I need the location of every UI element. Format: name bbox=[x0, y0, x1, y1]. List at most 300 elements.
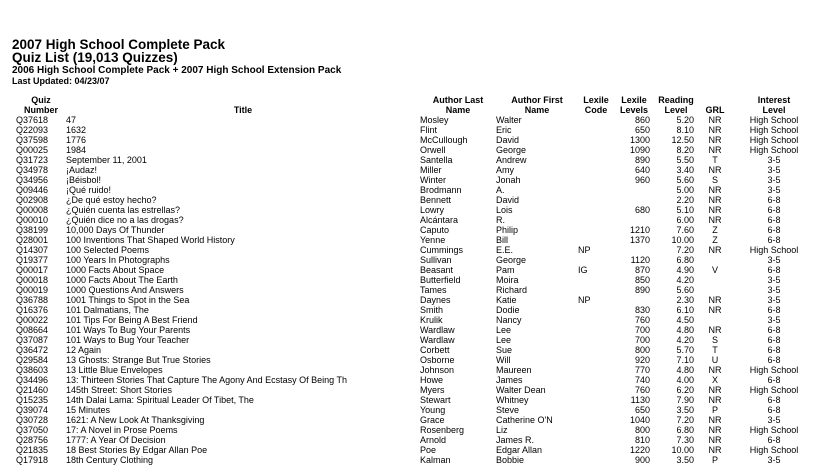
cell-lexile-level: 700 bbox=[634, 325, 650, 335]
cell-quiz-number: Q22093 bbox=[16, 125, 49, 135]
cell-reading-level: 4.20 bbox=[676, 335, 694, 345]
cell-author-first: George bbox=[496, 145, 527, 155]
cell-author-first: Andrew bbox=[496, 155, 527, 165]
cell-author-last: Brodmann bbox=[420, 185, 462, 195]
cell-interest-level: High School bbox=[749, 115, 799, 125]
cell-grl: P bbox=[711, 455, 718, 465]
cell-author-first: Bobbie bbox=[496, 455, 525, 465]
cell-grl: NR bbox=[708, 165, 722, 175]
cell-grl: NR bbox=[708, 295, 722, 305]
cell-title: 14th Dalai Lama: Spiritual Leader Of Tibet, The bbox=[66, 395, 254, 405]
cell-author-last: Tames bbox=[420, 285, 447, 295]
cell-grl: NR bbox=[708, 325, 722, 335]
cell-grl: NR bbox=[708, 125, 722, 135]
table-row bbox=[16, 155, 816, 165]
cell-title: 17: A Novel in Prose Poems bbox=[66, 425, 178, 435]
cell-quiz-number: Q00017 bbox=[16, 265, 49, 275]
cell-title: 1000 Facts About Space bbox=[66, 265, 165, 275]
cell-grl: T bbox=[712, 345, 718, 355]
cell-quiz-number: Q16376 bbox=[16, 305, 49, 315]
cell-grl: NR bbox=[708, 215, 722, 225]
cell-reading-level: 4.20 bbox=[676, 275, 694, 285]
cell-grl bbox=[698, 255, 732, 265]
cell-grl: NR bbox=[708, 435, 722, 445]
cell-title: 101 Dalmatians, The bbox=[66, 305, 149, 315]
cell-reading-level: 12.50 bbox=[671, 135, 694, 145]
cell-author-first: Lee bbox=[496, 325, 512, 335]
cell-lexile-level: 640 bbox=[634, 165, 650, 175]
cell-reading-level: 6.20 bbox=[676, 385, 694, 395]
cell-lexile-level: 900 bbox=[634, 455, 650, 465]
cell-lexile-level: 1220 bbox=[629, 445, 650, 455]
cell-author-first: James R. bbox=[496, 435, 535, 445]
cell-author-first: Amy bbox=[496, 165, 514, 175]
cell-lexile-level: 1370 bbox=[629, 235, 650, 245]
cell-lexile-level bbox=[614, 215, 654, 225]
cell-grl: NR bbox=[708, 425, 722, 435]
table-row bbox=[16, 455, 816, 465]
cell-lexile-level: 1210 bbox=[629, 225, 650, 235]
cell-title: ¿Quién cuenta las estrellas? bbox=[66, 205, 181, 215]
cell-reading-level: 5.00 bbox=[676, 185, 694, 195]
table-row bbox=[16, 355, 816, 365]
cell-lexile-level bbox=[614, 195, 654, 205]
cell-quiz-number: Q38199 bbox=[16, 225, 49, 235]
cell-grl: NR bbox=[708, 395, 722, 405]
cell-title: September 11, 2001 bbox=[66, 155, 147, 165]
cell-lexile-code bbox=[578, 205, 614, 215]
cell-quiz-number: Q37050 bbox=[16, 425, 49, 435]
cell-lexile-code bbox=[578, 195, 614, 205]
cell-title: 101 Ways To Bug Your Parents bbox=[66, 325, 191, 335]
cell-lexile-level: 1120 bbox=[630, 255, 650, 265]
table-row bbox=[16, 165, 816, 175]
cell-lexile-code bbox=[578, 385, 614, 395]
cell-lexile-level: 700 bbox=[634, 335, 650, 345]
cell-lexile-code bbox=[578, 445, 614, 455]
cell-lexile-code bbox=[578, 415, 614, 425]
cell-reading-level: 4.80 bbox=[676, 365, 694, 375]
cell-lexile-level: 810 bbox=[634, 435, 650, 445]
cell-grl: T bbox=[712, 155, 718, 165]
table-row bbox=[16, 185, 816, 195]
cell-author-last: Osborne bbox=[420, 355, 455, 365]
cell-reading-level: 8.20 bbox=[676, 145, 694, 155]
cell-reading-level: 5.10 bbox=[676, 205, 694, 215]
cell-lexile-code bbox=[578, 115, 614, 125]
cell-author-first: Pam bbox=[496, 265, 515, 275]
cell-lexile-level: 770 bbox=[634, 365, 650, 375]
cell-grl: NR bbox=[708, 365, 722, 375]
cell-author-first: David bbox=[496, 135, 520, 145]
report-subtitle: Quiz List (19,013 Quizzes) bbox=[12, 50, 178, 65]
cell-title: 13 Little Blue Envelopes bbox=[66, 365, 163, 375]
cell-lexile-code bbox=[578, 125, 614, 135]
cell-author-last: Grace bbox=[420, 415, 445, 425]
cell-lexile-level: 1040 bbox=[629, 415, 650, 425]
cell-lexile-code bbox=[578, 155, 614, 165]
cell-author-last: Caputo bbox=[420, 225, 450, 235]
cell-author-last: Smith bbox=[420, 305, 444, 315]
cell-title: 100 Selected Poems bbox=[66, 245, 150, 255]
cell-grl: NR bbox=[708, 115, 722, 125]
cell-interest-level: 6-8 bbox=[767, 215, 781, 225]
cell-reading-level: 7.20 bbox=[676, 245, 694, 255]
cell-lexile-code bbox=[578, 145, 614, 155]
cell-reading-level: 7.20 bbox=[676, 415, 694, 425]
cell-lexile-code bbox=[578, 255, 614, 265]
table-row bbox=[16, 395, 816, 405]
cell-interest-level: 6-8 bbox=[767, 225, 781, 235]
cell-reading-level: 6.80 bbox=[676, 425, 694, 435]
cell-interest-level: High School bbox=[749, 145, 799, 155]
cell-author-first: Edgar Allan bbox=[496, 445, 543, 455]
cell-interest-level: 6-8 bbox=[767, 325, 781, 335]
cell-quiz-number: Q36788 bbox=[16, 295, 49, 305]
cell-author-first: Katie bbox=[496, 295, 517, 305]
cell-reading-level: 5.60 bbox=[676, 285, 694, 295]
cell-quiz-number: Q37598 bbox=[16, 135, 49, 145]
cell-author-last: Wardlaw bbox=[420, 325, 455, 335]
cell-author-first: Bill bbox=[496, 235, 509, 245]
cell-quiz-number: Q00025 bbox=[16, 145, 49, 155]
cell-author-last: Alcántara bbox=[420, 215, 459, 225]
cell-lexile-code: NP bbox=[578, 295, 591, 305]
cell-interest-level: High School bbox=[749, 425, 799, 435]
cell-interest-level: 6-8 bbox=[767, 435, 781, 445]
col-grl: GRL bbox=[705, 104, 725, 115]
cell-grl: X bbox=[711, 375, 718, 385]
cell-interest-level: 6-8 bbox=[767, 265, 781, 275]
table-row bbox=[16, 255, 816, 265]
cell-quiz-number: Q17918 bbox=[16, 455, 49, 465]
cell-lexile-code bbox=[578, 375, 614, 385]
cell-interest-level: High School bbox=[749, 245, 799, 255]
cell-author-last: Howe bbox=[420, 375, 444, 385]
cell-author-last: Johnson bbox=[420, 365, 455, 375]
cell-reading-level: 2.20 bbox=[676, 195, 694, 205]
cell-title: ¡Qué ruido! bbox=[66, 185, 112, 195]
cell-author-last: Yenne bbox=[420, 235, 446, 245]
cell-author-last: Orwell bbox=[420, 145, 446, 155]
col-interest-level: Interest Level bbox=[757, 96, 791, 115]
table-row bbox=[16, 265, 816, 275]
cell-quiz-number: Q31723 bbox=[16, 155, 49, 165]
cell-grl: NR bbox=[708, 135, 722, 145]
cell-grl: NR bbox=[708, 305, 722, 315]
cell-lexile-code bbox=[578, 435, 614, 445]
cell-quiz-number: Q28001 bbox=[16, 235, 49, 245]
cell-quiz-number: Q00022 bbox=[16, 315, 49, 325]
cell-lexile-code bbox=[578, 345, 614, 355]
table-row bbox=[16, 135, 816, 145]
cell-quiz-number: Q08664 bbox=[16, 325, 49, 335]
cell-author-first: Liz bbox=[496, 425, 508, 435]
cell-author-last: Mosley bbox=[420, 115, 449, 125]
table-row bbox=[16, 375, 816, 385]
cell-author-last: Young bbox=[420, 405, 446, 415]
cell-title: 1000 Facts About The Earth bbox=[66, 275, 178, 285]
table-row bbox=[16, 125, 816, 135]
cell-lexile-level: 890 bbox=[634, 155, 650, 165]
cell-author-first: Lois bbox=[496, 205, 513, 215]
cell-reading-level: 5.20 bbox=[676, 115, 694, 125]
cell-title: 1777: A Year Of Decision bbox=[66, 435, 166, 445]
cell-lexile-code: IG bbox=[578, 265, 588, 275]
cell-reading-level: 10.00 bbox=[671, 445, 694, 455]
cell-author-first: Will bbox=[496, 355, 511, 365]
cell-author-last: Arnold bbox=[420, 435, 447, 445]
cell-title: ¡Audaz! bbox=[66, 165, 98, 175]
cell-author-first: E.E. bbox=[496, 245, 514, 255]
cell-interest-level: 6-8 bbox=[767, 405, 781, 415]
cell-lexile-code bbox=[578, 455, 614, 465]
cell-interest-level: High School bbox=[749, 365, 799, 375]
cell-interest-level: High School bbox=[749, 385, 799, 395]
cell-lexile-level: 870 bbox=[634, 265, 650, 275]
cell-author-last: Butterfield bbox=[420, 275, 461, 285]
cell-lexile-level: 800 bbox=[634, 425, 650, 435]
table-row bbox=[16, 305, 816, 315]
col-title: Title bbox=[233, 104, 253, 115]
cell-author-first: Walter Dean bbox=[496, 385, 546, 395]
cell-lexile-code bbox=[578, 175, 614, 185]
cell-reading-level: 3.50 bbox=[676, 405, 694, 415]
cell-lexile-code bbox=[578, 405, 614, 415]
cell-title: 18 Best Stories By Edgar Allan Poe bbox=[66, 445, 208, 455]
cell-title: 1776 bbox=[66, 135, 87, 145]
cell-lexile-level: 850 bbox=[634, 275, 650, 285]
cell-lexile-level: 800 bbox=[634, 345, 650, 355]
col-lexile-code: Lexile Code bbox=[583, 96, 609, 115]
cell-interest-level: 3-5 bbox=[767, 155, 781, 165]
cell-reading-level: 7.10 bbox=[676, 355, 694, 365]
cell-interest-level: 3-5 bbox=[767, 315, 781, 325]
cell-author-last: Krulik bbox=[420, 315, 443, 325]
cell-grl: Z bbox=[712, 235, 718, 245]
cell-author-last: Miller bbox=[420, 165, 442, 175]
cell-title: 10,000 Days Of Thunder bbox=[66, 225, 165, 235]
cell-interest-level: 3-5 bbox=[767, 295, 781, 305]
cell-title: 12 Again bbox=[66, 345, 102, 355]
cell-reading-level: 2.30 bbox=[676, 295, 694, 305]
cell-quiz-number: Q00019 bbox=[16, 285, 49, 295]
cell-reading-level: 6.10 bbox=[676, 305, 694, 315]
cell-reading-level: 4.80 bbox=[676, 325, 694, 335]
cell-lexile-level: 1090 bbox=[629, 145, 650, 155]
cell-interest-level: 3-5 bbox=[767, 455, 781, 465]
cell-grl: P bbox=[711, 405, 718, 415]
cell-lexile-level bbox=[614, 295, 654, 305]
cell-interest-level: 3-5 bbox=[767, 275, 781, 285]
cell-reading-level: 7.30 bbox=[676, 435, 694, 445]
cell-reading-level: 4.90 bbox=[676, 265, 694, 275]
cell-author-first: Catherine O'N bbox=[496, 415, 553, 425]
cell-quiz-number: Q36472 bbox=[16, 345, 49, 355]
cell-title: 15 Minutes bbox=[66, 405, 111, 415]
cell-author-first: Nancy bbox=[496, 315, 522, 325]
cell-lexile-code bbox=[578, 355, 614, 365]
cell-author-last: Corbett bbox=[420, 345, 450, 355]
table-row bbox=[16, 215, 816, 225]
cell-lexile-code bbox=[578, 395, 614, 405]
cell-lexile-level: 1130 bbox=[630, 395, 650, 405]
cell-lexile-level: 960 bbox=[634, 175, 650, 185]
cell-grl: NR bbox=[708, 185, 722, 195]
cell-reading-level: 6.00 bbox=[676, 215, 694, 225]
cell-interest-level: 6-8 bbox=[767, 355, 781, 365]
cell-quiz-number: Q02908 bbox=[16, 195, 49, 205]
cell-author-first: George bbox=[496, 255, 527, 265]
cell-title: ¿De qué estoy hecho? bbox=[66, 195, 157, 205]
cell-lexile-code bbox=[578, 325, 614, 335]
cell-quiz-number: Q29584 bbox=[16, 355, 49, 365]
cell-lexile-code bbox=[578, 275, 614, 285]
cell-lexile-level bbox=[614, 185, 654, 195]
cell-author-first: Dodie bbox=[496, 305, 520, 315]
cell-lexile-code bbox=[578, 135, 614, 145]
table-row bbox=[16, 275, 816, 285]
cell-author-first: David bbox=[496, 195, 520, 205]
col-author-last: Author Last Name bbox=[432, 96, 484, 115]
cell-author-first: Eric bbox=[496, 125, 512, 135]
table-row bbox=[16, 415, 816, 425]
cell-author-first: Walter bbox=[496, 115, 522, 125]
cell-title: 1621: A New Look At Thanksgiving bbox=[66, 415, 205, 425]
cell-title: 1001 Things to Spot in the Sea bbox=[66, 295, 190, 305]
table-row bbox=[16, 315, 816, 325]
cell-interest-level: High School bbox=[749, 135, 799, 145]
cell-author-first: Lee bbox=[496, 335, 512, 345]
table-header-row bbox=[16, 96, 816, 115]
cell-quiz-number: Q09446 bbox=[16, 185, 49, 195]
table-row bbox=[16, 145, 816, 155]
cell-lexile-code bbox=[578, 235, 614, 245]
cell-title: 101 Ways to Bug Your Teacher bbox=[66, 335, 190, 345]
cell-grl: NR bbox=[708, 445, 722, 455]
table-body bbox=[16, 115, 816, 465]
cell-reading-level: 5.50 bbox=[676, 155, 694, 165]
cell-author-first: R. bbox=[496, 215, 505, 225]
cell-grl: S bbox=[711, 335, 718, 345]
cell-interest-level: 3-5 bbox=[767, 185, 781, 195]
cell-title: 145th Street: Short Stories bbox=[66, 385, 173, 395]
cell-lexile-code bbox=[578, 315, 614, 325]
cell-grl bbox=[698, 275, 732, 285]
cell-lexile-code bbox=[578, 305, 614, 315]
cell-lexile-level: 680 bbox=[634, 205, 650, 215]
cell-quiz-number: Q00018 bbox=[16, 275, 49, 285]
cell-grl: NR bbox=[708, 415, 722, 425]
table-row bbox=[16, 405, 816, 415]
cell-author-last: Sullivan bbox=[420, 255, 452, 265]
table-row bbox=[16, 325, 816, 335]
cell-interest-level: 6-8 bbox=[767, 195, 781, 205]
cell-lexile-level: 920 bbox=[634, 355, 650, 365]
cell-grl: NR bbox=[708, 145, 722, 155]
cell-quiz-number: Q19377 bbox=[16, 255, 49, 265]
cell-lexile-level: 740 bbox=[634, 375, 650, 385]
table-row bbox=[16, 295, 816, 305]
cell-lexile-code bbox=[578, 215, 614, 225]
cell-author-last: Lowry bbox=[420, 205, 445, 215]
cell-interest-level: High School bbox=[749, 445, 799, 455]
table-row bbox=[16, 235, 816, 245]
cell-reading-level: 3.50 bbox=[676, 455, 694, 465]
cell-title: ¡Béisbol! bbox=[66, 175, 102, 185]
cell-quiz-number: Q21460 bbox=[16, 385, 49, 395]
table-row bbox=[16, 195, 816, 205]
cell-author-last: Myers bbox=[420, 385, 445, 395]
cell-author-first: Whitney bbox=[496, 395, 529, 405]
cell-reading-level: 10.00 bbox=[671, 235, 694, 245]
cell-author-last: Flint bbox=[420, 125, 438, 135]
table-row bbox=[16, 385, 816, 395]
cell-interest-level: 3-5 bbox=[767, 285, 781, 295]
cell-reading-level: 5.60 bbox=[676, 175, 694, 185]
cell-interest-level: 3-5 bbox=[767, 175, 781, 185]
cell-author-first: Sue bbox=[496, 345, 513, 355]
cell-title: 47 bbox=[66, 115, 77, 125]
cell-lexile-level: 890 bbox=[634, 285, 650, 295]
cell-lexile-level: 760 bbox=[634, 315, 650, 325]
cell-quiz-number: Q30728 bbox=[16, 415, 49, 425]
table-row bbox=[16, 205, 816, 215]
cell-author-first: Moira bbox=[496, 275, 519, 285]
cell-grl: NR bbox=[708, 245, 722, 255]
cell-interest-level: 3-5 bbox=[767, 415, 781, 425]
cell-quiz-number: Q37618 bbox=[16, 115, 49, 125]
cell-lexile-level: 650 bbox=[634, 405, 650, 415]
cell-lexile-level bbox=[614, 245, 654, 255]
cell-reading-level: 6.80 bbox=[676, 255, 694, 265]
cell-reading-level: 4.50 bbox=[676, 315, 694, 325]
cell-interest-level: 6-8 bbox=[767, 305, 781, 315]
cell-author-last: Cummings bbox=[420, 245, 464, 255]
cell-author-last: Poe bbox=[420, 445, 437, 455]
cell-author-last: Santella bbox=[420, 155, 453, 165]
cell-title: 1984 bbox=[66, 145, 87, 155]
table-row bbox=[16, 245, 816, 255]
cell-lexile-level: 760 bbox=[634, 385, 650, 395]
col-author-first: Author First Name bbox=[511, 96, 563, 115]
col-reading-level: Reading Level bbox=[658, 96, 694, 115]
cell-reading-level: 8.10 bbox=[676, 125, 694, 135]
cell-interest-level: 6-8 bbox=[767, 235, 781, 245]
report-header bbox=[12, 38, 341, 86]
cell-grl: V bbox=[711, 265, 718, 275]
cell-lexile-code bbox=[578, 165, 614, 175]
cell-lexile-level: 650 bbox=[634, 125, 650, 135]
cell-author-last: McCullough bbox=[420, 135, 468, 145]
cell-grl bbox=[698, 315, 732, 325]
cell-interest-level: 6-8 bbox=[767, 345, 781, 355]
cell-author-last: Bennett bbox=[420, 195, 452, 205]
cell-title: 18th Century Clothing bbox=[66, 455, 154, 465]
table-row bbox=[16, 175, 816, 185]
col-lexile-levels: Lexile Levels bbox=[619, 96, 649, 115]
cell-quiz-number: Q37087 bbox=[16, 335, 49, 345]
cell-quiz-number: Q38603 bbox=[16, 365, 49, 375]
cell-quiz-number: Q34956 bbox=[16, 175, 49, 185]
cell-quiz-number: Q00008 bbox=[16, 205, 49, 215]
cell-author-last: Kalman bbox=[420, 455, 451, 465]
cell-lexile-code bbox=[578, 225, 614, 235]
cell-lexile-code bbox=[578, 185, 614, 195]
cell-quiz-number: Q14307 bbox=[16, 245, 49, 255]
report-updated: Last Updated: 04/23/07 bbox=[12, 76, 110, 86]
cell-title: 1632 bbox=[66, 125, 87, 135]
